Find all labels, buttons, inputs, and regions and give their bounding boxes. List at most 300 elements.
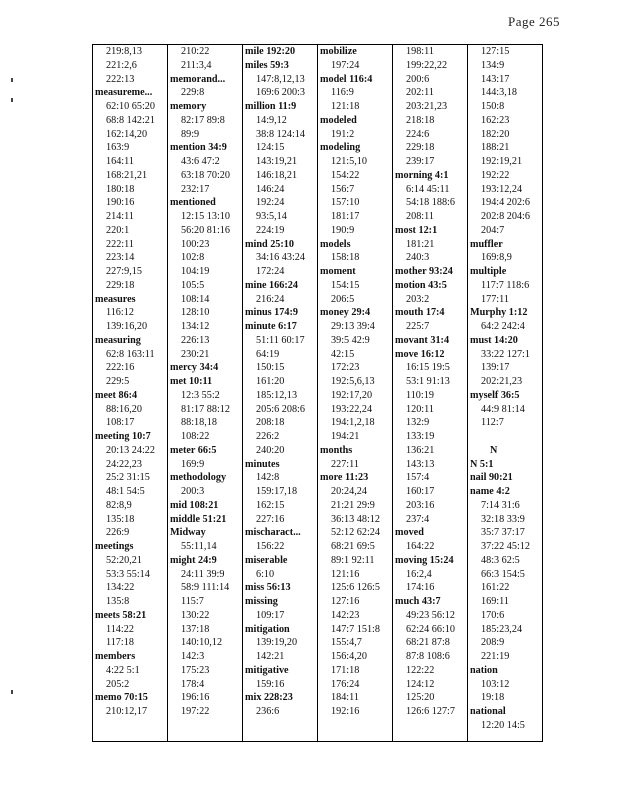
index-entry-reference: 203:21,23	[406, 101, 448, 112]
index-entry-reference: 125:6 126:5	[331, 582, 380, 594]
index-entry-reference: 142:21	[256, 651, 285, 662]
index-entry-heading: Murphy 1:12	[470, 307, 528, 319]
index-entry-reference: 146:18,21	[256, 169, 298, 181]
index-entry-heading: nail 90:21	[470, 472, 513, 484]
index-entry-reference: 208:18	[256, 417, 285, 429]
index-entry-reference: 154:15	[331, 279, 360, 291]
index-entry-reference: 164:11	[106, 156, 134, 167]
index-entry-reference: 127:16	[331, 596, 360, 607]
index-entry-reference: 222:16	[106, 362, 135, 374]
index-entry-reference: 164:22	[406, 541, 435, 552]
index-entry-reference: 139:16,20	[106, 321, 148, 332]
index-entry-reference: 133:19	[406, 431, 435, 442]
index-entry-reference: 112:7	[481, 417, 504, 429]
index-entry-heading: miserable	[245, 554, 288, 566]
index-entry-reference: 115:7	[181, 596, 204, 607]
index-entry-heading: money 29:4	[320, 307, 371, 319]
index-entry-reference: 200:6	[406, 73, 430, 85]
index-entry-reference: 43:6 47:2	[181, 156, 220, 167]
index-entry-reference: 226:13	[181, 334, 210, 346]
index-entry-reference: 35:7 37:17	[481, 527, 525, 539]
index-entry-reference: 52:20,21	[106, 554, 142, 566]
index-entry-reference: 62:10 65:20	[106, 101, 155, 112]
index-entry-heading: mix 228:23	[245, 692, 293, 704]
index-entry-reference: 62:24 66:10	[406, 623, 455, 635]
index-entry-reference: 229:8	[181, 87, 205, 99]
index-entry-heading: name 4:2	[470, 486, 510, 497]
index-entry-reference: 219:8,13	[106, 46, 142, 57]
index-entry-reference: 6:14 45:11	[406, 183, 450, 195]
index-entry-reference: 4:22 5:1	[106, 664, 140, 676]
index-entry-heading: meets 58:21	[95, 609, 147, 621]
index-column	[467, 45, 543, 741]
index-entry-reference: 108:22	[181, 431, 210, 442]
index-entry-heading: much 43:7	[395, 596, 441, 607]
index-entry-reference: 208:9	[481, 637, 505, 649]
index-entry-reference: 220:1	[106, 224, 130, 236]
index-entry-reference: 224:19	[256, 224, 285, 236]
index-entry-reference: 122:22	[406, 664, 435, 676]
index-entry-heading: minus 174:9	[245, 307, 298, 319]
index-entry-reference: 221:19	[481, 651, 510, 662]
index-entry-reference: 128:10	[181, 307, 210, 319]
index-entry-reference: 44:9 81:14	[481, 403, 525, 415]
index-entry-heading: multiple	[470, 266, 507, 277]
index-entry-reference: 150:15	[256, 362, 285, 374]
index-entry-reference: 150:8	[481, 101, 505, 112]
index-entry-reference: 224:6	[406, 128, 430, 140]
index-entry-reference: 223:14	[106, 252, 135, 264]
index-entry-reference: 230:21	[181, 348, 210, 360]
index-entry-reference: 202:21,23	[481, 376, 523, 387]
index-entry-reference: 48:3 62:5	[481, 554, 520, 566]
index-entry-reference: 169:6 200:3	[256, 87, 305, 99]
index-entry-reference: 64:2 242:4	[481, 321, 525, 332]
index-entry-reference: 82:17 89:8	[181, 114, 225, 126]
index-entry-reference: 210:12,17	[106, 706, 148, 717]
index-entry-reference: 58:9 111:14	[181, 582, 230, 594]
index-entry-heading: miles 59:3	[245, 59, 289, 71]
index-entry-reference: 12:20 14:5	[481, 719, 525, 731]
index-entry-reference: 136:21	[406, 444, 435, 456]
word-index-grid	[92, 44, 543, 742]
index-entry-reference: 176:24	[331, 678, 360, 690]
index-entry-heading: members	[95, 651, 136, 662]
index-entry-reference: 169:11	[481, 596, 509, 607]
index-entry-heading: months	[320, 444, 353, 456]
index-entry-heading: must 14:20	[470, 334, 518, 346]
index-entry-reference: 197:22	[181, 706, 210, 717]
index-entry-reference: 121:18	[331, 101, 360, 112]
index-column	[242, 45, 317, 741]
index-entry-reference: 7:14 31:6	[481, 499, 520, 511]
index-entry-reference: 163:9	[106, 142, 130, 154]
index-entry-heading: missing	[245, 596, 278, 607]
index-entry-reference: 154:22	[331, 169, 360, 181]
index-entry-reference: 33:22 127:1	[481, 348, 530, 360]
index-entry-heading: motion 43:5	[395, 279, 447, 291]
index-entry-reference: 194:1,2,18	[331, 417, 375, 429]
index-entry-reference: 124:12	[406, 678, 435, 690]
index-entry-heading: national	[470, 706, 506, 717]
index-entry-reference: 226:9	[106, 527, 130, 539]
index-entry-heading: model 116:4	[320, 73, 373, 85]
index-entry-reference: 196:16	[181, 692, 210, 704]
index-entry-heading: muffler	[470, 238, 503, 250]
index-entry-reference: 199:22,22	[406, 59, 448, 71]
index-entry-reference: 89:9	[181, 128, 200, 140]
index-entry-reference: 218:18	[406, 114, 435, 126]
index-entry-reference: 159:17,18	[256, 486, 298, 497]
index-entry-heading: memory	[170, 101, 207, 112]
index-entry-heading: mitigation	[245, 623, 290, 635]
index-entry-reference: 240:20	[256, 444, 285, 456]
index-entry-reference: 211:3,4	[181, 59, 212, 71]
index-entry-reference: 180:18	[106, 183, 135, 195]
index-entry-reference: 192:22	[481, 169, 510, 181]
index-entry-reference: 203:2	[406, 293, 430, 305]
index-entry-reference: 29:13 39:4	[331, 321, 375, 332]
index-entry-reference: 192:5,6,13	[331, 376, 375, 387]
index-entry-reference: 12:15 13:10	[181, 211, 230, 222]
index-entry-reference: 229:18	[406, 142, 435, 154]
index-entry-reference: 194:4 202:6	[481, 197, 530, 209]
index-entry-heading: mother 93:24	[395, 266, 453, 277]
index-entry-reference: 24:22,23	[106, 458, 142, 470]
index-entry-heading: methodology	[170, 472, 227, 484]
index-entry-heading: N	[490, 444, 498, 456]
index-entry-reference: 37:22 45:12	[481, 541, 530, 552]
index-entry-reference: 203:16	[406, 499, 435, 511]
index-entry-reference: 192:19,21	[481, 156, 523, 167]
index-entry-reference: 110:19	[406, 389, 434, 401]
index-entry-reference: 225:7	[406, 321, 430, 332]
index-entry-reference: 87:8 108:6	[406, 651, 450, 662]
index-entry-reference: 130:22	[181, 609, 210, 621]
index-entry-reference: 135:18	[106, 513, 135, 525]
index-entry-heading: most 12:1	[395, 224, 438, 236]
index-entry-heading: mentioned	[170, 197, 216, 209]
index-entry-heading: met 10:11	[170, 376, 213, 387]
index-entry-reference: 156:7	[331, 183, 355, 195]
index-entry-heading: measuring	[95, 334, 141, 346]
index-entry-heading: mention 34:9	[170, 142, 227, 154]
index-entry-reference: 216:24	[256, 293, 285, 305]
index-entry-reference: 226:2	[256, 431, 280, 442]
index-entry-reference: 191:2	[331, 128, 355, 140]
index-entry-reference: 181:17	[331, 211, 360, 222]
index-entry-reference: 24:11 39:9	[181, 568, 225, 580]
index-entry-reference: 32:18 33:9	[481, 513, 525, 525]
index-entry-reference: 168:21,21	[106, 169, 148, 181]
index-entry-reference: 53:1 91:13	[406, 376, 450, 387]
index-entry-reference: 205:6 208:6	[256, 403, 305, 415]
index-entry-reference: 66:3 154:5	[481, 568, 525, 580]
index-entry-reference: 221:2,6	[106, 59, 137, 71]
index-entry-reference: 116:9	[331, 87, 354, 99]
index-entry-heading: mine 166:24	[245, 279, 298, 291]
index-entry-reference: 229:5	[106, 376, 130, 387]
index-entry-reference: 38:8 124:14	[256, 128, 305, 140]
index-entry-reference: 108:14	[181, 293, 210, 305]
index-entry-reference: 161:22	[481, 582, 510, 594]
index-entry-heading: miss 56:13	[245, 582, 291, 594]
index-entry-reference: 103:12	[481, 678, 510, 690]
index-entry-reference: 25:2 31:15	[106, 472, 150, 484]
scan-speck	[11, 690, 13, 694]
index-entry-reference: 139:19,20	[256, 637, 298, 649]
index-entry-reference: 147:8,12,13	[256, 73, 305, 85]
index-entry-reference: 147:7 151:8	[331, 623, 380, 635]
index-entry-reference: 81:17 88:12	[181, 403, 230, 415]
index-column	[317, 45, 392, 741]
index-entry-reference: 222:11	[106, 238, 134, 250]
index-entry-reference: 170:6	[481, 609, 505, 621]
index-entry-reference: 93:5,14	[256, 211, 287, 222]
index-entry-reference: 192:16	[331, 706, 360, 717]
index-entry-reference: 155:4,7	[331, 637, 362, 649]
index-entry-reference: 117:7 118:6	[481, 279, 530, 291]
index-entry-heading: models	[320, 238, 351, 250]
index-entry-reference: 36:13 48:12	[331, 513, 380, 525]
index-entry-reference: 192:24	[256, 197, 285, 209]
index-entry-reference: 143:17	[481, 73, 510, 85]
index-entry-reference: 140:10,12	[181, 637, 223, 649]
index-entry-reference: 120:11	[406, 403, 434, 415]
index-entry-reference: 202:8 204:6	[481, 211, 530, 222]
index-entry-heading: mid 108:21	[170, 499, 219, 511]
index-entry-reference: 143:19,21	[256, 156, 298, 167]
index-entry-reference: 14:9,12	[256, 114, 287, 126]
index-entry-reference: 160:17	[406, 486, 435, 497]
index-entry-reference: 56:20 81:16	[181, 224, 230, 236]
index-entry-heading: moment	[320, 266, 356, 277]
index-entry-reference: 6:10	[256, 568, 275, 580]
index-entry-heading: Midway	[170, 527, 206, 539]
index-entry-reference: 157:4	[406, 472, 430, 484]
index-entry-heading: memorand...	[170, 73, 226, 85]
index-entry-reference: 68:21 87:8	[406, 637, 450, 649]
index-entry-reference: 16:15 19:5	[406, 362, 450, 374]
index-entry-reference: 188:21	[481, 142, 510, 154]
index-entry-reference: 162:23	[481, 114, 510, 126]
index-entry-reference: 236:6	[256, 706, 280, 717]
index-entry-reference: 89:1 92:11	[331, 554, 375, 566]
index-entry-heading: myself 36:5	[470, 389, 520, 401]
index-entry-reference: 64:19	[256, 348, 280, 360]
index-entry-reference: 132:9	[406, 417, 430, 429]
index-entry-reference: 222:13	[106, 73, 135, 85]
index-entry-reference: 229:18	[106, 279, 135, 291]
index-entry-heading: meetings	[95, 541, 134, 552]
index-entry-reference: 53:3 55:14	[106, 568, 150, 580]
index-entry-reference: 134:9	[481, 59, 505, 71]
index-entry-reference: 177:11	[481, 293, 509, 305]
index-entry-reference: 117:18	[106, 637, 134, 649]
index-entry-reference: 121:16	[331, 568, 360, 580]
index-entry-heading: minutes	[245, 458, 280, 470]
index-entry-heading: mischaract...	[245, 527, 301, 539]
index-entry-heading: modeling	[320, 142, 361, 154]
index-entry-reference: 169:9	[181, 458, 205, 470]
index-entry-reference: 82:8,9	[106, 499, 132, 511]
index-entry-reference: 156:4,20	[331, 651, 367, 662]
scan-speck	[11, 98, 13, 102]
index-entry-reference: 108:17	[106, 417, 135, 429]
index-entry-heading: might 24:9	[170, 554, 217, 566]
index-entry-reference: 63:18 70:20	[181, 169, 230, 181]
index-entry-reference: 194:21	[331, 431, 360, 442]
index-entry-heading: mile 192:20	[245, 46, 296, 57]
index-entry-reference: 227:11	[331, 458, 359, 470]
index-entry-heading: nation	[470, 664, 498, 676]
index-entry-heading: more 11:23	[320, 472, 369, 484]
index-entry-reference: 208:11	[406, 211, 434, 222]
index-entry-reference: 137:18	[181, 623, 210, 635]
index-entry-reference: 139:17	[481, 362, 510, 374]
index-entry-reference: 237:4	[406, 513, 430, 525]
index-column	[392, 45, 467, 741]
index-entry-reference: 144:3,18	[481, 87, 517, 99]
index-entry-reference: 16:2,4	[406, 568, 432, 580]
index-entry-heading: million 11:9	[245, 101, 297, 112]
index-entry-reference: 68:21 69:5	[331, 541, 375, 552]
index-entry-reference: 116:12	[106, 307, 134, 319]
index-entry-reference: 142:3	[181, 651, 205, 662]
index-entry-reference: 146:24	[256, 183, 285, 195]
index-entry-reference: 205:2	[106, 678, 130, 690]
index-entry-heading: meter 66:5	[170, 444, 217, 456]
index-entry-reference: 184:11	[331, 692, 359, 704]
index-entry-reference: 204:7	[481, 224, 505, 236]
index-entry-reference: 127:15	[481, 46, 510, 57]
index-entry-reference: 159:16	[256, 678, 285, 690]
index-entry-reference: 124:15	[256, 142, 285, 154]
index-entry-reference: 68:8 142:21	[106, 114, 155, 126]
index-entry-reference: 19:18	[481, 692, 505, 704]
index-entry-reference: 190:16	[106, 197, 135, 209]
index-entry-reference: 88:18,18	[181, 417, 217, 429]
index-entry-reference: 227:16	[256, 513, 285, 525]
index-entry-reference: 227:9,15	[106, 266, 142, 277]
index-entry-reference: 200:3	[181, 486, 205, 497]
index-entry-reference: 134:22	[106, 582, 135, 594]
index-entry-reference: 171:18	[331, 664, 360, 676]
index-entry-reference: 114:22	[106, 623, 134, 635]
index-entry-reference: 49:23 56:12	[406, 609, 455, 621]
index-entry-reference: 193:22,24	[331, 403, 373, 415]
index-entry-heading: modeled	[320, 114, 357, 126]
index-entry-reference: 143:13	[406, 458, 435, 470]
index-entry-reference: 34:16 43:24	[256, 252, 305, 264]
index-entry-reference: 157:10	[331, 197, 360, 209]
index-entry-reference: 162:15	[256, 499, 285, 511]
index-entry-reference: 42:15	[331, 348, 355, 360]
index-entry-heading: minute 6:17	[245, 321, 297, 332]
index-entry-reference: 105:5	[181, 279, 205, 291]
index-entry-reference: 125:20	[406, 692, 435, 704]
index-entry-reference: 142:8	[256, 472, 280, 484]
index-entry-heading: measures	[95, 293, 136, 305]
index-entry-heading: mouth 17:4	[395, 307, 445, 319]
index-entry-reference: 62:8 163:11	[106, 348, 155, 360]
index-entry-heading: mercy 34:4	[170, 362, 219, 374]
index-entry-reference: 162:14,20	[106, 128, 148, 140]
index-entry-reference: 102:8	[181, 252, 205, 264]
index-entry-heading: meet 86:4	[95, 389, 138, 401]
index-entry-reference: 135:8	[106, 596, 130, 607]
index-entry-heading: movant 31:4	[395, 334, 450, 346]
index-entry-reference: 156:22	[256, 541, 285, 552]
index-entry-reference: 202:11	[406, 87, 434, 99]
index-entry-reference: 12:3 55:2	[181, 389, 220, 401]
index-entry-reference: 182:20	[481, 128, 510, 140]
index-entry-reference: 185:12,13	[256, 389, 298, 401]
index-column	[92, 45, 167, 741]
index-entry-heading: move 16:12	[395, 348, 445, 360]
index-entry-reference: 48:1 54:5	[106, 486, 145, 497]
index-entry-reference: 39:5 42:9	[331, 334, 370, 346]
index-entry-reference: 134:12	[181, 321, 210, 332]
index-entry-reference: 214:11	[106, 211, 134, 222]
index-entry-reference: 109:17	[256, 609, 285, 621]
index-entry-reference: 121:5,10	[331, 156, 367, 167]
index-entry-reference: 178:4	[181, 678, 205, 690]
index-entry-heading: morning 4:1	[395, 169, 449, 181]
index-entry-heading: moved	[395, 527, 424, 539]
index-entry-reference: 239:17	[406, 156, 435, 167]
index-entry-reference: 20:24,24	[331, 486, 367, 497]
index-entry-reference: 172:24	[256, 266, 285, 277]
index-entry-heading: memo 70:15	[95, 692, 148, 704]
index-entry-heading: meeting 10:7	[95, 431, 151, 442]
index-entry-reference: 197:24	[331, 59, 360, 71]
index-entry-reference: 100:23	[181, 238, 210, 250]
index-entry-reference: 158:18	[331, 252, 360, 264]
index-entry-reference: 20:13 24:22	[106, 444, 155, 456]
index-entry-reference: 161:20	[256, 376, 285, 387]
index-entry-reference: 174:16	[406, 582, 435, 594]
index-entry-heading: mobilize	[320, 46, 357, 57]
index-entry-reference: 169:8,9	[481, 252, 512, 264]
index-column	[167, 45, 242, 741]
index-entry-reference: 198:11	[406, 46, 434, 57]
index-entry-reference: 185:23,24	[481, 623, 523, 635]
index-entry-reference: 193:12,24	[481, 183, 523, 195]
index-entry-reference: 88:16,20	[106, 403, 142, 415]
index-entry-reference: 175:23	[181, 664, 210, 676]
index-entry-reference: 181:21	[406, 238, 435, 250]
index-entry-heading: mind 25:10	[245, 238, 294, 250]
index-entry-reference: 126:6 127:7	[406, 706, 455, 717]
index-entry-reference: 54:18 188:6	[406, 197, 455, 209]
index-entry-reference: 51:11 60:17	[256, 334, 305, 346]
index-entry-reference: 240:3	[406, 252, 430, 264]
index-entry-reference: 55:11,14	[181, 541, 217, 552]
index-entry-heading: N 5:1	[470, 458, 494, 470]
index-entry-reference	[470, 430, 541, 444]
index-entry-heading: mitigative	[245, 664, 289, 676]
index-entry-reference: 104:19	[181, 266, 210, 277]
index-entry-reference: 232:17	[181, 183, 210, 195]
index-entry-reference: 172:23	[331, 362, 360, 374]
index-entry-reference: 142:23	[331, 609, 360, 621]
index-entry-reference: 206:5	[331, 293, 355, 305]
index-entry-reference: 21:21 29:9	[331, 499, 375, 511]
index-entry-heading: measureme...	[95, 87, 153, 99]
page-number: Page 265	[508, 14, 561, 29]
index-entry-reference: 52:12 62:24	[331, 527, 380, 539]
